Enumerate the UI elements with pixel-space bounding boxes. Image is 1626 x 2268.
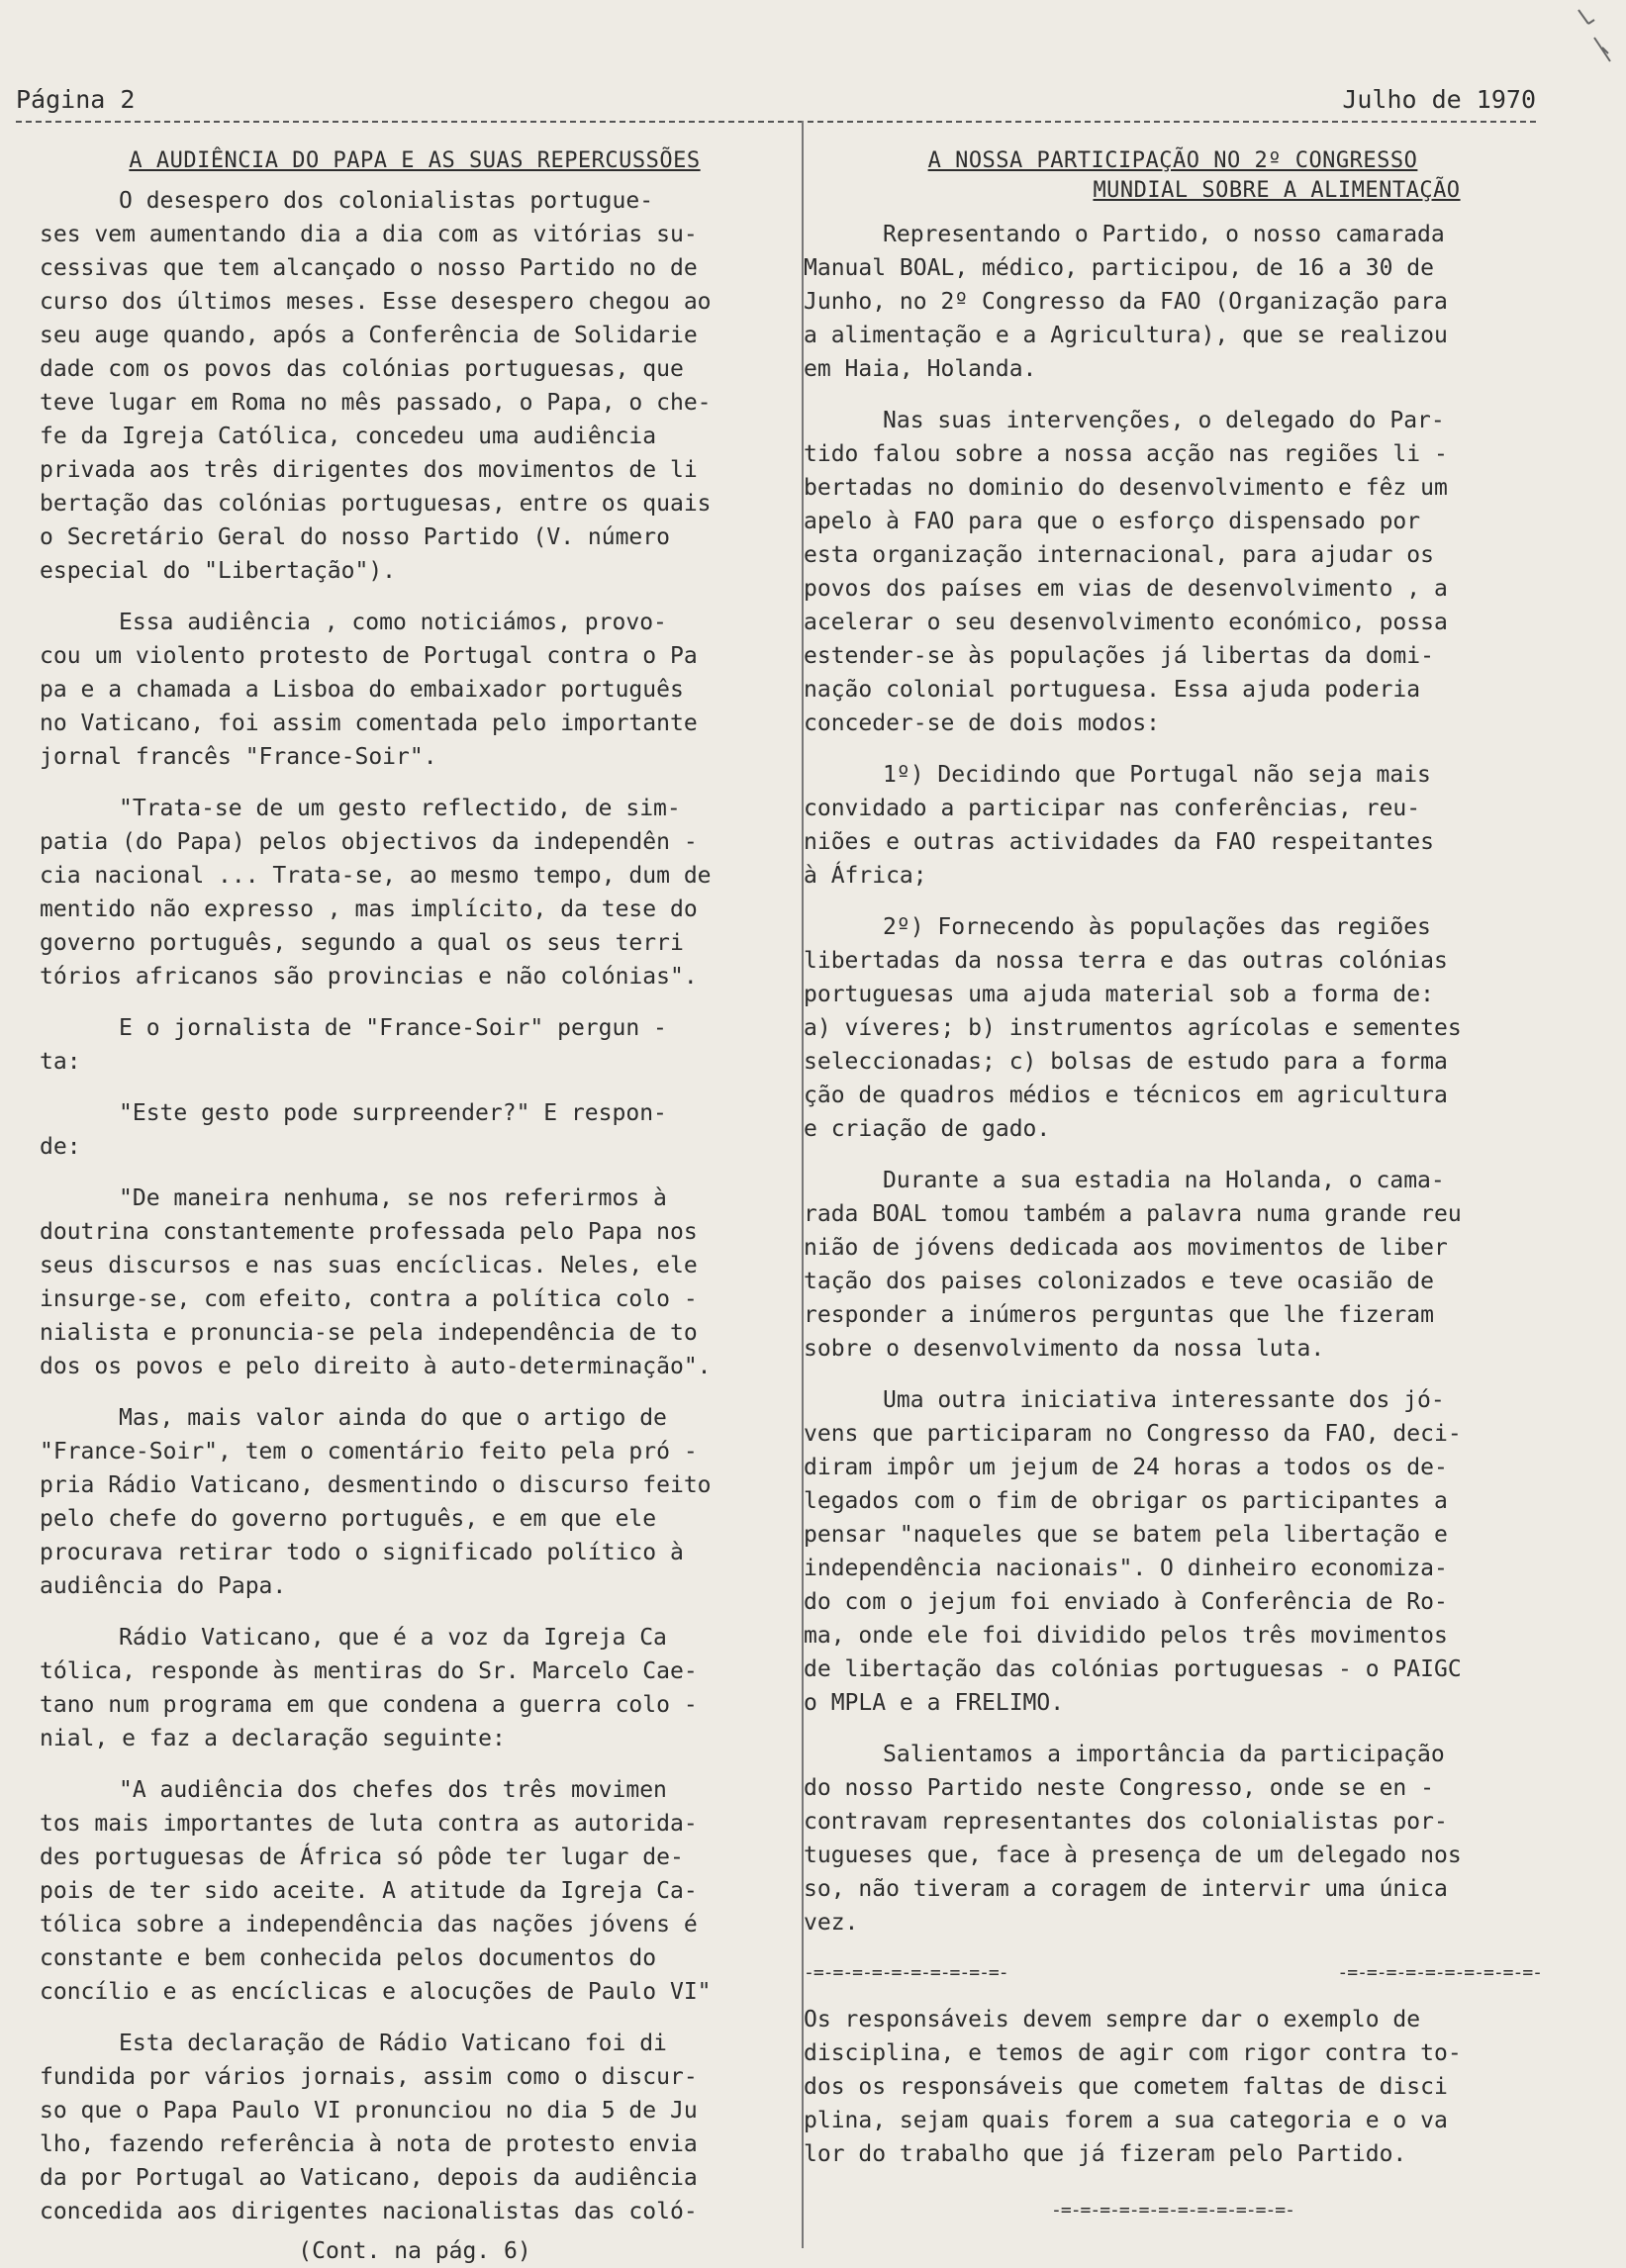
text-line: vez. xyxy=(804,1910,859,1936)
text-line: de libertação das colónias portuguesas - o PAIGC xyxy=(804,1656,1462,1682)
text-line: independência nacionais". O dinheiro economiza- xyxy=(804,1556,1448,1581)
text-line: patia (do Papa) pelos objectivos da independên - xyxy=(40,829,698,855)
text-line: "De maneira nenhuma, se nos referirmos à xyxy=(119,1185,667,1211)
text-line: responder a inúmeros perguntas que lhe fizeram xyxy=(804,1302,1434,1328)
article-headline xyxy=(40,146,790,176)
article-body xyxy=(40,184,790,2228)
text-line: estender-se às populações já libertas da domi- xyxy=(804,643,1434,669)
text-line: audiência do Papa. xyxy=(40,1573,287,1599)
right-column-article xyxy=(804,146,1542,2240)
paragraph xyxy=(40,1096,790,1164)
text-line: doutrina constantemente professada pelo Papa nos xyxy=(40,1219,698,1245)
text-line: da por Portugal ao Vaticano, depois da audiência xyxy=(40,2165,698,2191)
text-line: cou um violento protesto de Portugal contra o Pa xyxy=(40,643,698,669)
paragraph xyxy=(804,404,1542,740)
text-line: Os responsáveis devem sempre dar o exemplo de xyxy=(804,2007,1421,2032)
text-line: fe da Igreja Católica, concedeu uma audiência xyxy=(40,424,657,449)
text-line: povos dos países em vias de desenvolvimento , a xyxy=(804,576,1448,602)
text-line: cessivas que tem alcançado o nosso Partido no de xyxy=(40,255,698,281)
text-line: Manual BOAL, médico, participou, de 16 a 30 de xyxy=(804,255,1434,281)
headline-text: A AUDIÊNCIA DO PAPA E AS SUAS REPERCUSSÕES xyxy=(129,148,701,173)
text-line: tano num programa em que condena a guerra colo - xyxy=(40,1692,698,1718)
text-line: em Haia, Holanda. xyxy=(804,356,1037,382)
paragraph xyxy=(804,1164,1542,1366)
text-line: jornal francês "France-Soir". xyxy=(40,744,437,770)
paragraph xyxy=(804,910,1542,1146)
text-line: tólica, responde às mentiras do Sr. Marcelo Cae- xyxy=(40,1658,698,1684)
text-line: mentido não expresso , mas implícito, da tese do xyxy=(40,897,698,922)
text-line: ta: xyxy=(40,1049,81,1075)
paragraph xyxy=(804,218,1542,386)
page-header xyxy=(16,83,1536,133)
text-line: des portuguesas de África só pôde ter lugar de- xyxy=(40,1844,684,1870)
text-line: nação colonial portuguesa. Essa ajuda poderia xyxy=(804,677,1421,703)
paragraph xyxy=(40,606,790,774)
headline-line-1: A NOSSA PARTICIPAÇÃO NO 2º CONGRESSO xyxy=(927,148,1418,173)
text-line: o MPLA e a FRELIMO. xyxy=(804,1690,1065,1716)
text-line: seu auge quando, após a Conferência de Solidarie xyxy=(40,323,698,348)
article-body xyxy=(804,218,1542,1939)
text-line: pois de ter sido aceite. A atitude da Igreja Ca- xyxy=(40,1878,698,1904)
text-line: sobre o desenvolvimento da nossa luta. xyxy=(804,1336,1325,1362)
text-line: do com o jejum foi enviado à Conferência de Ro- xyxy=(804,1589,1448,1615)
text-line: 1º) Decidindo que Portugal não seja mais xyxy=(883,762,1431,788)
text-line: contravam representantes dos colonialistas por- xyxy=(804,1809,1448,1835)
text-line: so, não tiveram a coragem de intervir uma única xyxy=(804,1876,1448,1902)
paragraph xyxy=(40,792,790,993)
corner-mark-icon xyxy=(1575,8,1614,67)
text-line: esta organização internacional, para ajudar os xyxy=(804,542,1434,568)
text-line: Representando o Partido, o nosso camarada xyxy=(883,222,1445,247)
text-line: no Vaticano, foi assim comentada pelo importante xyxy=(40,710,698,736)
issue-date: Julho de 1970 xyxy=(1342,85,1536,114)
text-line: cia nacional ... Trata-se, ao mesmo tempo, dum de xyxy=(40,863,712,889)
text-line: teve lugar em Roma no mês passado, o Papa, o che- xyxy=(40,390,712,416)
separator-end: -=-=-=-=-=-=-=-=-=-=-=-=- xyxy=(1051,2200,1294,2221)
text-line: "Trata-se de um gesto reflectido, de sim- xyxy=(119,796,681,821)
text-line: dos os responsáveis que cometem faltas de disci xyxy=(804,2074,1448,2100)
text-line: Rádio Vaticano, que é a voz da Igreja Ca xyxy=(119,1625,667,1651)
text-line: O desespero dos colonialistas portugue- xyxy=(119,188,654,214)
paragraph xyxy=(40,1011,790,1079)
text-line: concedida aos dirigentes nacionalistas das coló- xyxy=(40,2199,698,2224)
paragraph xyxy=(804,1738,1542,1939)
text-line: pensar "naqueles que se batem pela libertação e xyxy=(804,1522,1448,1548)
text-line: so que o Papa Paulo VI pronunciou no dia 5 de Ju xyxy=(40,2098,698,2124)
text-line: governo português, segundo a qual os seus terri xyxy=(40,930,684,956)
text-line: apelo à FAO para que o esforço dispensado por xyxy=(804,509,1421,534)
paragraph xyxy=(40,1401,790,1603)
text-line: pria Rádio Vaticano, desmentindo o discurso feito xyxy=(40,1472,712,1498)
paragraph xyxy=(804,1383,1542,1720)
text-line: portuguesas uma ajuda material sob a forma de: xyxy=(804,982,1434,1007)
text-line: diram impôr um jejum de 24 horas a todos os de- xyxy=(804,1455,1448,1480)
text-line: vens que participaram no Congresso da FAO, deci- xyxy=(804,1421,1462,1447)
paragraph xyxy=(40,1181,790,1383)
paragraph xyxy=(40,1773,790,2009)
text-line: bertação das colónias portuguesas, entre os quais xyxy=(40,491,712,517)
text-line: tos mais importantes de luta contra as autorida- xyxy=(40,1811,698,1837)
text-line: ses vem aumentando dia a dia com as vitórias su- xyxy=(40,222,698,247)
text-line: bertadas no dominio do desenvolvimento e fêz um xyxy=(804,475,1448,501)
text-line: Junho, no 2º Congresso da FAO (Organização para xyxy=(804,289,1448,315)
text-line: disciplina, e temos de agir com rigor contra to- xyxy=(804,2040,1462,2066)
text-line: a alimentação e a Agricultura), que se realizou xyxy=(804,323,1448,348)
text-line: 2º) Fornecendo às populações das regiões xyxy=(883,914,1431,940)
article-headline xyxy=(804,146,1542,206)
text-line: à África; xyxy=(804,863,927,889)
text-line: a) víveres; b) instrumentos agrícolas e sementes xyxy=(804,1015,1462,1041)
headline-line-2: MUNDIAL SOBRE A ALIMENTAÇÃO xyxy=(1093,178,1461,203)
paragraph xyxy=(40,1621,790,1755)
text-line: E o jornalista de "France-Soir" pergun - xyxy=(119,1015,667,1041)
text-line: especial do "Libertação"). xyxy=(40,558,397,584)
paragraph xyxy=(40,2027,790,2228)
text-line: nião de jóvens dedicada aos movimentos de liber xyxy=(804,1235,1448,1261)
text-line: tórios africanos são provincias e não colónias". xyxy=(40,964,698,990)
text-line: convidado a participar nas conferências, reu- xyxy=(804,796,1421,821)
text-line: Esta declaração de Rádio Vaticano foi di xyxy=(119,2031,667,2056)
text-line: de: xyxy=(40,1134,81,1160)
text-line: ção de quadros médios e técnicos em agricultura xyxy=(804,1083,1448,1108)
text-line: plina, sejam quais forem a sua categoria e o va xyxy=(804,2108,1448,2133)
text-line: "France-Soir", tem o comentário feito pela pró - xyxy=(40,1439,698,1465)
text-line: nial, e faz a declaração seguinte: xyxy=(40,1726,506,1751)
text-line: procurava retirar todo o significado político à xyxy=(40,1540,684,1565)
separator-right: -=-=-=-=-=-=-=-=-=-=- xyxy=(1337,1962,1542,1983)
paragraph xyxy=(804,758,1542,893)
closing-notice xyxy=(804,2003,1542,2171)
text-line: dos os povos e pelo direito à auto-determinação". xyxy=(40,1354,712,1379)
paragraph xyxy=(40,184,790,588)
text-line: "Este gesto pode surpreender?" E respon- xyxy=(119,1100,667,1126)
text-line: Nas suas intervenções, o delegado do Par- xyxy=(883,408,1445,433)
text-line: tação dos paises colonizados e teve ocasião de xyxy=(804,1269,1434,1294)
text-line: ma, onde ele foi dividido pelos três movimentos xyxy=(804,1623,1448,1649)
text-line: concílio e as encíclicas e alocuções de Paulo VI" xyxy=(40,1979,712,2005)
text-line: o Secretário Geral do nosso Partido (V. número xyxy=(40,524,670,550)
text-line: conceder-se de dois modos: xyxy=(804,710,1161,736)
text-line: fundida por vários jornais, assim como o discur- xyxy=(40,2064,698,2090)
text-line: tólica sobre a independência das nações jóvens é xyxy=(40,1912,698,1937)
text-line: e criação de gado. xyxy=(804,1116,1051,1142)
text-line: Uma outra iniciativa interessante dos jó- xyxy=(883,1387,1445,1413)
text-line: seleccionadas; c) bolsas de estudo para a forma xyxy=(804,1049,1448,1075)
text-line: curso dos últimos meses. Esse desespero chegou ao xyxy=(40,289,712,315)
text-line: acelerar o seu desenvolvimento económico, possa xyxy=(804,610,1448,635)
text-line: dade com os povos das colónias portuguesas, que xyxy=(40,356,684,382)
text-line: Mas, mais valor ainda do que o artigo de xyxy=(119,1405,667,1431)
continuation-note: (Cont. na pág. 6) xyxy=(298,2238,531,2264)
text-line: Durante a sua estadia na Holanda, o cama- xyxy=(883,1168,1445,1193)
text-line: lho, fazendo referência à nota de protesto envia xyxy=(40,2131,698,2157)
separator-left: -=-=-=-=-=-=-=-=-=-=- xyxy=(804,1962,1008,1983)
text-line: nialista e pronuncia-se pela independência de to xyxy=(40,1320,698,1346)
text-line: legados com o fim de obrigar os participantes a xyxy=(804,1488,1448,1514)
text-line: constante e bem conhecida pelos documentos do xyxy=(40,1945,657,1971)
text-line: do nosso Partido neste Congresso, onde se en - xyxy=(804,1775,1434,1801)
text-line: pelo chefe do governo português, e em que ele xyxy=(40,1506,657,1532)
text-line: insurge-se, com efeito, contra a política colo - xyxy=(40,1286,698,1312)
text-line: privada aos três dirigentes dos movimentos de li xyxy=(40,457,698,483)
text-line: Salientamos a importância da participação xyxy=(883,1742,1445,1767)
page-number: Página 2 xyxy=(16,85,136,114)
text-line: pa e a chamada a Lisboa do embaixador português xyxy=(40,677,684,703)
text-line: niões e outras actividades da FAO respeitantes xyxy=(804,829,1434,855)
text-line: tido falou sobre a nossa acção nas regiões li - xyxy=(804,441,1448,467)
header-rule xyxy=(16,121,1536,123)
left-column-article xyxy=(40,146,790,2268)
text-line: "A audiência dos chefes dos três movimen xyxy=(119,1777,667,1803)
text-line: rada BOAL tomou também a palavra numa grande reu xyxy=(804,1201,1462,1227)
separator-row xyxy=(804,1957,1542,2003)
text-line: seus discursos e nas suas encíclicas. Neles, ele xyxy=(40,1253,698,1278)
text-line: lor do trabalho que já fizeram pelo Partido. xyxy=(804,2141,1407,2167)
text-line: Essa audiência , como noticiámos, provo- xyxy=(119,610,667,635)
text-line: libertadas da nossa terra e das outras colónias xyxy=(804,948,1448,974)
text-line: tugueses que, face à presença de um delegado nos xyxy=(804,1843,1462,1868)
